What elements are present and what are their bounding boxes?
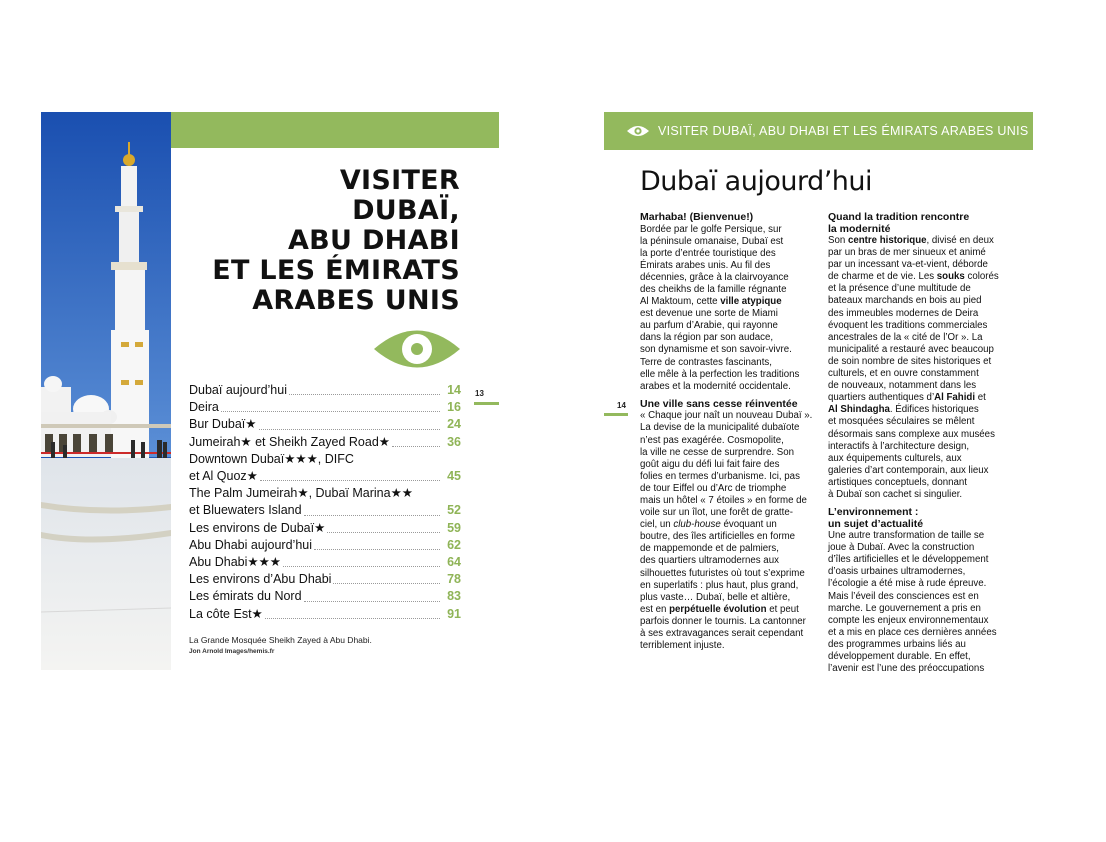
paragraph — [828, 235, 1010, 501]
toc-entry[interactable] — [189, 451, 461, 485]
subheading: Marhaba! (Bienvenue!) — [640, 211, 754, 223]
text-line — [828, 404, 1010, 416]
text-line: l’écologie a été mise à rude épreuve. — [828, 578, 987, 590]
text-line: Mais l’éveil des consciences est en — [828, 590, 979, 602]
text-run: est en — [640, 603, 670, 615]
text-line: municipalité a restauré avec beaucoup — [828, 343, 994, 355]
toc-entry-page: 16 — [447, 400, 461, 415]
bold-text: ville atypique — [720, 296, 782, 308]
text-line: elle mêle à la perfection les traditions — [640, 368, 800, 380]
text-line: en superlatifs : plus haut, plus grand, — [640, 579, 799, 591]
toc-leader — [304, 515, 440, 516]
bold-text: centre historique — [847, 235, 927, 246]
text-line: à ses extravagances serait cependant — [640, 628, 804, 639]
chapter-title-line: ARABES UNIS — [252, 285, 460, 316]
text-line: à Dubaï son cachet si singulier. — [828, 488, 963, 500]
text-line: silhouettes futuristes où tout s’exprime — [640, 567, 805, 579]
toc-entry-title: Les émirats du Nord — [189, 589, 302, 604]
text-line: bateaux marchands en bois au pied — [828, 295, 982, 307]
text-line: dans la région par son audace, — [640, 332, 774, 344]
text-line: galeries d’art contemporain, aux lieux — [828, 464, 989, 476]
subheading: Une ville sans cesse réinventée — [640, 397, 798, 410]
toc-entry-page: 64 — [447, 555, 461, 570]
text-line: La devise de la municipalité dubaïote — [640, 422, 800, 434]
italic-text: club-house — [673, 519, 721, 531]
toc-entry[interactable] — [189, 520, 461, 537]
toc-entry[interactable] — [189, 537, 461, 554]
page-number-right: 14 — [617, 401, 626, 410]
text-line: d’oasis urbaines ultramodernes, — [828, 566, 966, 578]
bold-text: perpétuelle évolution — [669, 603, 767, 615]
text-run: évoquant un — [720, 519, 777, 531]
text-line — [640, 604, 822, 616]
text-line: et la présence d’une multitude de — [828, 283, 971, 295]
text-line: plus vaste… Dubaï, belle et altière, — [640, 591, 791, 603]
text-line: la porte d’entrée touristique des — [640, 247, 776, 259]
toc-entry-title-line1: Downtown Dubaï★★★, DIFC — [189, 451, 354, 466]
toc-leader — [333, 583, 440, 584]
text-line: des quartiers ultramodernes aux — [640, 555, 779, 567]
text-line: arabes et la modernité occidentale. — [640, 380, 791, 392]
subheading-line: L’environnement : — [828, 506, 919, 519]
toc-entry[interactable] — [189, 399, 461, 416]
text-run: de charme et de vie. Les — [828, 271, 937, 283]
text-line: ancestrales de la « cité de l’Or ». La — [828, 331, 983, 343]
left-header-band — [171, 112, 499, 148]
toc-entry[interactable] — [189, 485, 461, 519]
caption-text: La Grande Mosquée Sheikh Zayed à Abu Dhabi. — [189, 635, 372, 645]
running-header: VISITER DUBAÏ, ABU DHABI ET LES ÉMIRATS ARABES UNIS — [658, 124, 1029, 138]
text-line: et mosquées séculaires se mêlent — [828, 416, 975, 428]
toc-entry-title: Bur Dubaï★ — [189, 417, 257, 432]
subheading — [828, 212, 1010, 235]
section-title: Dubaï aujourd’hui — [640, 166, 873, 197]
toc-entry-title-line1: The Palm Jumeirah★, Dubaï Marina★★ — [189, 486, 413, 501]
text-line: la ville ne cesse de surprendre. Son — [640, 446, 795, 458]
text-column-2 — [828, 212, 1010, 681]
text-line: au parfum d’Arabie, qui rayonne — [640, 320, 778, 332]
subheading-line: la modernité — [828, 222, 891, 235]
toc-entry-title: Abu Dhabi★★★ — [189, 555, 281, 570]
toc-entry-title: Jumeirah★ et Sheikh Zayed Road★ — [189, 434, 390, 449]
text-run: colorés — [964, 271, 999, 283]
text-line: décennies, grâce à la clairvoyance — [640, 271, 789, 283]
toc-entry-page: 83 — [447, 589, 461, 604]
toc-leader — [304, 601, 440, 602]
text-line: de nouveaux, notamment dans les — [828, 380, 977, 392]
photo-caption — [189, 634, 372, 658]
toc-entry[interactable] — [189, 588, 461, 605]
photo-credit: Jon Arnold Images/hemis.fr — [189, 648, 275, 655]
page-number-bar — [604, 413, 628, 416]
text-line: d’îles artificielles et le développement — [828, 554, 989, 566]
eye-icon — [372, 326, 462, 372]
toc-entry-title: Dubaï aujourd’hui — [189, 383, 287, 397]
table-of-contents — [189, 382, 461, 623]
text-line: l’avenir est l’une des préoccupations — [828, 663, 985, 675]
text-line: artistiques conceptuels, donnant — [828, 476, 967, 488]
toc-entry-title: Deira — [189, 400, 219, 415]
text-run: , divisé en deux — [926, 235, 994, 246]
toc-entry[interactable] — [189, 571, 461, 588]
toc-entry[interactable] — [189, 554, 461, 571]
page-number-bar — [474, 402, 499, 405]
mosque-photo — [41, 112, 171, 670]
text-line: folies en termes d’urbanisme. Ici, pas — [640, 470, 800, 482]
toc-entry[interactable] — [189, 606, 461, 623]
eye-icon — [626, 124, 650, 138]
text-line: Une autre transformation de taille se — [828, 530, 985, 542]
toc-entry-title: et Bluewaters Island — [189, 503, 302, 518]
toc-entry-page: 24 — [447, 417, 461, 432]
text-line: goût aigu du défi lui fait faire des — [640, 458, 780, 470]
text-line — [828, 235, 1010, 247]
toc-entry-page: 59 — [447, 520, 461, 535]
paragraph — [640, 224, 822, 393]
text-line: n’est pas exagérée. Cosmopolite, — [640, 434, 784, 446]
text-line: des cheikhs de la famille régnante — [640, 283, 787, 295]
toc-entry-title: Abu Dhabi aujourd’hui — [189, 537, 313, 552]
text-run: ciel, un — [640, 519, 674, 531]
text-run: et peut — [766, 603, 799, 615]
text-line: de soin nombre de sites historiques et — [828, 355, 992, 367]
toc-leader — [260, 480, 440, 481]
page-number-left: 13 — [475, 389, 484, 398]
text-run: . Édifices historiques — [889, 404, 979, 416]
text-line: de tour Eiffel ou d’Arc de triomphe — [640, 482, 787, 494]
right-header-band — [604, 112, 1033, 150]
text-run: et — [975, 392, 986, 404]
subheading-line: Quand la tradition rencontre — [828, 211, 970, 223]
bold-text: Al Shindagha — [828, 404, 890, 416]
toc-leader — [283, 566, 440, 567]
text-line: son dynamisme et son savoir-vivre. — [640, 344, 792, 356]
chapter-title-line: DUBAÏ, — [352, 195, 460, 226]
toc-entry[interactable] — [189, 416, 461, 433]
text-line: compte les enjeux environnementaux — [828, 614, 989, 626]
text-line — [828, 392, 1010, 404]
toc-entry-title: Les environs d’Abu Dhabi — [189, 572, 332, 587]
text-line: par un bras de mer sinueux et animé — [828, 247, 986, 259]
toc-entry[interactable] — [189, 434, 461, 451]
toc-entry-title: et Al Quoz★ — [189, 469, 258, 484]
text-line: par un incessant va-et-vient, déborde — [828, 259, 988, 271]
text-line: des immeubles modernes de Deira — [828, 307, 979, 319]
text-line: développement durable. En effet, — [828, 651, 971, 662]
text-line: des programmes urbains liés au — [828, 638, 966, 650]
text-run: Son — [828, 235, 848, 246]
text-line: Bordée par le golfe Persique, sur — [640, 223, 782, 235]
bold-text: souks — [936, 271, 965, 283]
paragraph — [640, 410, 822, 652]
text-column-1 — [640, 212, 822, 658]
text-line: boutre, des îles artificielles en forme — [640, 531, 796, 543]
toc-entry-page: 78 — [447, 572, 461, 587]
toc-leader — [392, 446, 440, 447]
toc-leader — [327, 532, 440, 533]
mosque-illustration — [41, 112, 171, 670]
text-line: aux équipements culturels, aux — [828, 452, 962, 464]
text-line: et a mis en place ces dernières années — [828, 626, 997, 638]
text-line: mais un hôtel « 7 étoiles » en forme de — [640, 494, 807, 506]
toc-entry-page: 14 — [447, 383, 461, 397]
toc-leader — [259, 429, 441, 430]
toc-entry[interactable] — [189, 382, 461, 399]
text-run: Al Maktoum, cette — [640, 296, 721, 308]
text-line: interactifs à l’architecture design, — [828, 440, 970, 452]
toc-entry-page: 52 — [447, 503, 461, 518]
text-line: « Chaque jour naît un nouveau Dubaï ». — [640, 410, 813, 422]
text-line: parfois donner le tournis. La cantonner — [640, 615, 806, 627]
subheading — [828, 507, 1010, 530]
text-line: est devenue une sorte de Miami — [640, 308, 778, 320]
text-line: désormais sans complexe aux musées — [828, 428, 995, 440]
toc-entry-title: La côte Est★ — [189, 606, 263, 621]
text-line — [640, 296, 822, 308]
toc-leader — [221, 411, 440, 412]
text-line: joue à Dubaï. Avec la construction — [828, 542, 975, 554]
text-line: évoquent les traditions commerciales — [828, 319, 988, 331]
toc-entry-page: 36 — [447, 434, 461, 449]
toc-entry-page: 62 — [447, 537, 461, 552]
text-line: marche. Le gouvernement a pris en — [828, 602, 981, 614]
text-line: Terre de contrastes fascinants, — [640, 356, 772, 368]
toc-leader — [314, 549, 440, 550]
paragraph — [828, 530, 1010, 675]
text-line: voile sur un îlot, une forêt de gratte- — [640, 507, 793, 519]
toc-entry-page: 45 — [447, 469, 461, 484]
text-line: Émirats arabes unis. Au fil des — [640, 259, 771, 271]
toc-leader — [289, 394, 440, 395]
chapter-title-line: ABU DHABI — [287, 225, 460, 256]
text-line: terriblement injuste. — [640, 640, 725, 652]
text-line — [640, 519, 822, 531]
text-line: culturels, et en ouvre constamment — [828, 368, 979, 380]
bold-text: Al Fahidi — [934, 392, 976, 404]
chapter-title — [180, 166, 460, 316]
text-line: la péninsule omanaise, Dubaï est — [640, 235, 784, 247]
chapter-title-line: ET LES ÉMIRATS — [212, 255, 460, 286]
toc-entry-page: 91 — [447, 606, 461, 621]
text-line — [828, 271, 1010, 283]
toc-leader — [265, 618, 440, 619]
chapter-title-line: VISITER — [339, 165, 460, 196]
text-run: quartiers authentiques d’ — [828, 392, 935, 404]
subheading-line: un sujet d’actualité — [828, 517, 924, 530]
toc-entry-title: Les environs de Dubaï★ — [189, 520, 326, 535]
text-line: de mappemonde et de palmiers, — [640, 543, 779, 555]
